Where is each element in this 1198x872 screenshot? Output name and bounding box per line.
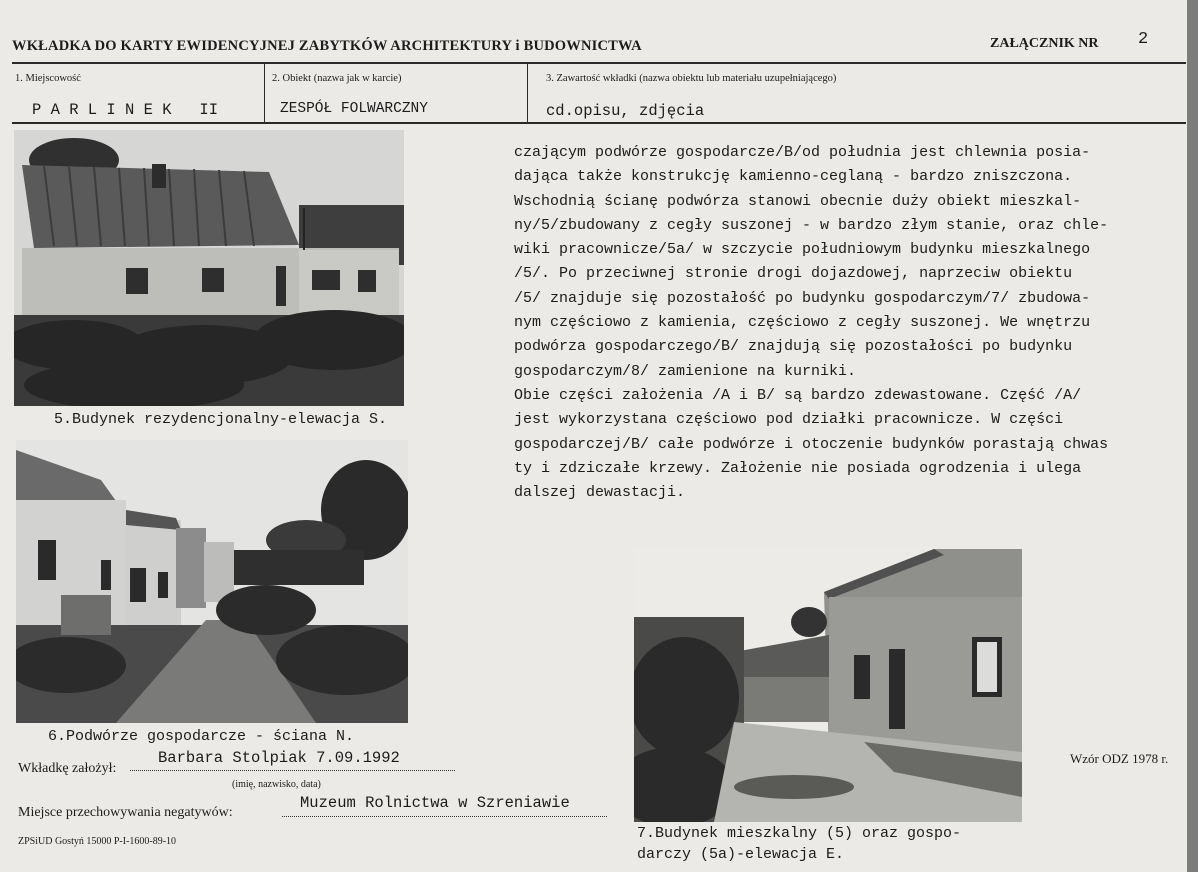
- photo-dwelling-outbuilding: [634, 547, 1022, 822]
- form-title: WKŁADKA DO KARTY EWIDENCYJNEJ ZABYTKÓW ARCHITEKTURY i BUDOWNICTWA: [12, 38, 642, 54]
- photo-caption-5: 5.Budynek rezydencjonalny-elewacja S.: [54, 411, 388, 428]
- description-line: nym częściowo z kamienia, częściowo z cegły suszonej. We wnętrzu: [514, 314, 1091, 332]
- photo-caption-7: [637, 823, 961, 865]
- description-line: gospodarczym/8/ zamienione na kurniki.: [514, 362, 857, 380]
- header-rule-top: [12, 62, 1186, 64]
- field-divider-2: [527, 64, 528, 122]
- form-model: Wzór ODZ 1978 r.: [1070, 751, 1169, 766]
- created-by-value: Barbara Stolpiak 7.09.1992: [158, 749, 400, 767]
- description-line: /5/ znajduje się pozostałość po budynku gospodarczym/7/ zbudowa-: [514, 289, 1091, 307]
- created-by-line: [130, 770, 455, 771]
- field-divider-1: [264, 64, 265, 122]
- locality-label: 1. Miejscowość: [15, 73, 81, 84]
- photo-caption-7-line2: darczy (5a)-elewacja E.: [637, 846, 845, 863]
- contents-label: 3. Zawartość wkładki (nazwa obiektu lub materiału uzupełniającego): [546, 73, 837, 84]
- contents-value: cd.opisu, zdjęcia: [546, 102, 705, 120]
- negatives-label: Miejsce przechowywania negatywów:: [18, 805, 233, 820]
- description-line: jest wykorzystana częściowo pod działki pracownicze. W części: [514, 411, 1064, 429]
- photo-farm-courtyard: [16, 440, 408, 723]
- created-by-label: Wkładkę założył:: [18, 761, 117, 776]
- description-line: Obie części założenia /A i B/ są bardzo zdewastowane. Część /A/: [514, 386, 1082, 404]
- photo-caption-7-line1: 7.Budynek mieszkalny (5) oraz gospo-: [637, 825, 962, 842]
- annex-label: ZAŁĄCZNIK NR: [990, 36, 1099, 51]
- photo-caption-6: 6.Podwórze gospodarcze - ściana N.: [48, 728, 355, 745]
- locality-value: P A R L I N E K II: [32, 101, 219, 119]
- negatives-line: [282, 816, 607, 817]
- scan-edge: [1187, 0, 1198, 872]
- description-line: dająca także konstrukcję kamienno-ceglaną - bardzo zniszczona.: [514, 168, 1073, 186]
- created-by-hint: (imię, nazwisko, data): [232, 779, 321, 790]
- header-rule-bottom: [12, 122, 1186, 124]
- negatives-value: Muzeum Rolnictwa w Szreniawie: [300, 794, 570, 812]
- description-line: gospodarczej/B/ całe podwórze i otoczenie budynków porastają chwas: [514, 435, 1109, 453]
- object-label: 2. Obiekt (nazwa jak w karcie): [272, 73, 402, 84]
- description-line: ty i zdziczałe krzewy. Założenie nie posiada ogrodzenia i ulega: [514, 459, 1082, 477]
- description-line: dalszej dewastacji.: [514, 484, 686, 502]
- description-line: wiki pracownicze/5a/ w szczycie południowym budynku mieszkalnego: [514, 241, 1091, 259]
- annex-number: 2: [1138, 30, 1149, 49]
- photo-residential-building: [14, 130, 404, 406]
- object-value: ZESPÓŁ FOLWARCZNY: [280, 101, 428, 117]
- printer-info: ZPSiUD Gostyń 15000 P-I-1600-89-10: [18, 836, 177, 847]
- description-line: Wschodnią ścianę podwórza stanowi obecnie duży obiekt mieszkal-: [514, 192, 1082, 210]
- description-line: ny/5/zbudowany z cegły suszonej - w bardzo złym stanie, oraz chle-: [514, 216, 1109, 234]
- description-line: czającym podwórze gospodarcze/B/od południa jest chlewnia posia-: [514, 144, 1091, 161]
- description-text: [514, 141, 1108, 505]
- description-line: podwórza gospodarczego/B/ znajdują się pozostałości po budynku: [514, 338, 1073, 356]
- description-line: /5/. Po przeciwnej stronie drogi dojazdowej, naprzeciw obiektu: [514, 265, 1073, 283]
